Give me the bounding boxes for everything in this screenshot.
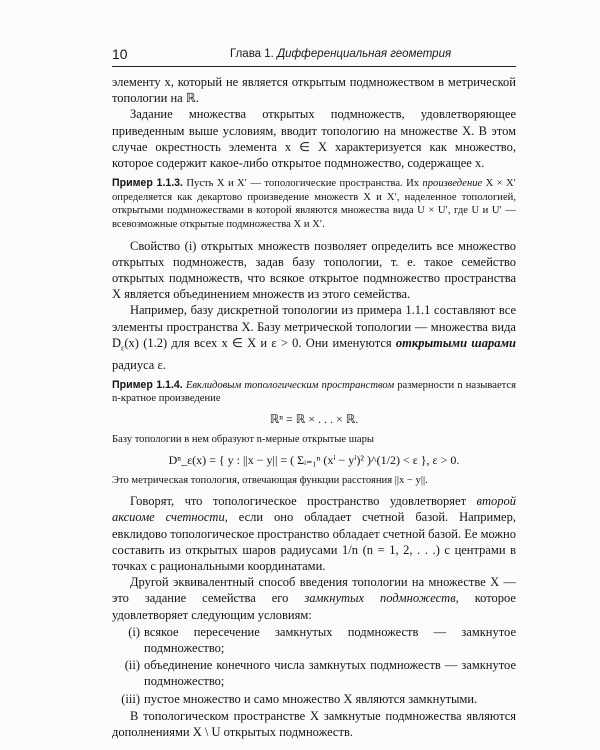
list-item <box>112 657 516 689</box>
list-text: пустое множество и само множество X являются замкнутыми. <box>144 691 478 706</box>
list-text: всякое пересечение замкнутых подмножеств — замкнутое подмножество; <box>144 624 516 655</box>
term-euclidean-space: Евклидовым топологическим пространством <box>185 379 395 391</box>
example-1-1-3: Пример 1.1.3. Пусть X и X′ — топологические пространства. Их произведение X × X′ определяется как декартово произведение множеств X и X′, наделенное топологией, открытыми подмножествами в которой являются множества вида U × U′, где U и U′ — всевозможные открытые подмножества X и X′. <box>112 177 517 230</box>
paragraph-topology-definition: Задание множества открытых подмножеств, удовлетворяющее приведенным выше условиям, вводит топологию на множестве X. В этом случае окрестность элемента x ∈ X характеризуется как множество, которое содержит какое-либо открытое подмножество, содержащее x. <box>112 107 516 171</box>
example-label: Пример 1.1.3. <box>112 177 183 190</box>
paragraph-closed-sets: Другой эквивалентный способ введения топологии на множестве X — это задание семейства его замкнутых подмножеств, которое удовлетворяет следующим условиям: <box>112 575 516 622</box>
chapter-number: Глава 1. <box>230 48 274 60</box>
list-marker: (i) <box>128 624 140 639</box>
term-second-axiom: второй аксиоме счетности <box>112 494 516 525</box>
paragraph-second-countability: Говорят, что топологическое пространство удовлетворяет второй аксиоме счетности, если оно обладает счетной базой. Например, евклидово топологическое пространство обладает счетной базой. Ее можно составить из открытых шаров радиусами 1/n (n = 1, 2, . . .) с центрами в точках с рациональными координатами. <box>112 494 516 573</box>
paragraph-continuation: элементу x, который не является открытым подмножеством в метрической топологии на ℝ. <box>112 75 516 106</box>
list-item <box>112 624 516 656</box>
example-label: Пример 1.1.4. <box>112 378 183 391</box>
conditions-list <box>112 624 516 707</box>
example-text-base: Базу топологии в нем образуют n-мерные открытые шары <box>112 433 374 445</box>
term-open-balls: открытыми шарами <box>395 335 516 350</box>
chapter-title: Дифференциальная геометрия <box>277 48 452 60</box>
paragraph-topology-base: Свойство (i) открытых множеств позволяет определить все множество открытых подмножеств, задав базу топологии, т. е. такое семейство открытых подмножеств, что всякое открытое подмножество пространства X является объединением множеств из этого семейства. <box>112 238 516 302</box>
paragraph-discrete-base: Например, базу дискретной топологии из примера 1.1.1 составляют все элементы пространства X. Базу метрической топологии — множества вида $D_\varepsilon(x)$ (1.2) для всех x ∈ X и ε > 0. Они именуются открытыми шарами радиуса ε. <box>112 303 516 372</box>
term-closed-subsets: замкнутых подмножеств <box>304 591 456 606</box>
list-item <box>112 691 516 707</box>
list-marker: (ii) <box>124 658 140 673</box>
paragraph-complements: В топологическом пространстве X замкнутые подмножества являются дополнениями X \ U открытых подмножеств. <box>112 708 516 739</box>
example-1-1-4: Пример 1.1.4. Евклидовым топологическим пространством размерности n называется n-кратное произведение <box>112 378 516 405</box>
list-text: объединение конечного числа замкнутых подмножеств — замкнутое подмножество; <box>144 658 516 689</box>
formula-open-ball: Dⁿ_ε(x) = { y : ||x − y|| = ( Σᵢ₌₁ⁿ (xⁱ − yⁱ)² )^(1/2) < ε }, ε > 0. <box>168 452 460 467</box>
running-head <box>230 48 451 60</box>
term-product: произведение <box>422 178 483 190</box>
page-body <box>112 74 516 740</box>
list-marker: (iii) <box>121 691 140 706</box>
formula-rn-product: ℝⁿ = ℝ × . . . × ℝ. <box>269 411 359 426</box>
page-number: 10 <box>112 46 128 62</box>
page-header <box>112 44 516 67</box>
example-text-metric: Это метрическая топология, отвечающая функции расстояния ||x − y||. <box>112 474 428 486</box>
